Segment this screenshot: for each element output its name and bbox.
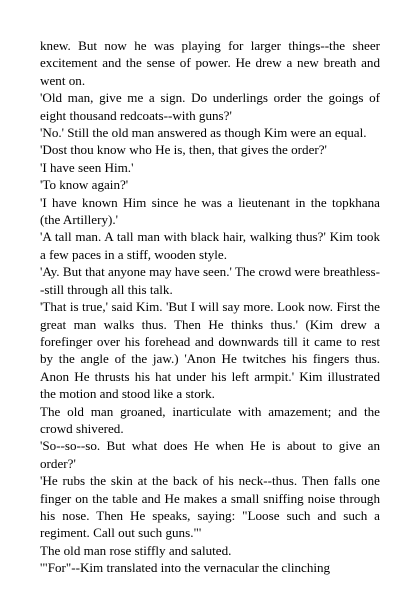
- paragraph: '"For"--Kim translated into the vernacular the clinching: [40, 560, 331, 576]
- book-page-text: [40, 37, 380, 577]
- paragraph: 'So--so--so. But what does He when He is about to give an order?': [40, 438, 380, 471]
- paragraph: 'A tall man. A tall man with black hair, walking thus?' Kim took a few paces in a stiff, wooden style.: [40, 229, 380, 262]
- paragraph: 'I have known Him since he was a lieutenant in the topkhana (the Artillery).': [40, 194, 380, 228]
- paragraph: 'I have seen Him.': [40, 159, 134, 175]
- paragraph: knew. But now he was playing for larger things--the sheer excitement and the sense of power. He drew a new breath and went on.: [40, 38, 380, 88]
- paragraph: 'Dost thou know who He is, then, that gives the order?': [40, 142, 327, 158]
- paragraph: 'Old man, give me a sign. Do underlings order the goings of eight thousand redcoats--with guns?': [40, 90, 380, 123]
- paragraph: 'Ay. But that anyone may have seen.' The crowd were breathless--still through all this talk.: [40, 264, 380, 297]
- paragraph: The old man rose stiffly and saluted.: [40, 542, 232, 558]
- paragraph: 'To know again?': [40, 177, 129, 193]
- paragraph: 'He rubs the skin at the back of his neck--thus. Then falls one finger on the table and He makes a small sniffing noise through his nose. Then He speaks, saying: "Loose such and such a regiment. Call out such guns."': [40, 473, 380, 541]
- paragraph: 'No.' Still the old man answered as though Kim were an equal.: [40, 125, 367, 141]
- paragraph: The old man groaned, inarticulate with amazement; and the crowd shivered.: [40, 403, 380, 436]
- paragraph: 'That is true,' said Kim. 'But I will say more. Look now. First the great man walks thus. Then He thinks thus.' (Kim drew a forefinger over his forehead and downwards till it came to rest by the angle of the jaw.) 'Anon He twitches his fingers thus. Anon He thrusts his hat under his left armpit.' Kim illustrated the motion and stood like a stork.: [40, 299, 380, 402]
